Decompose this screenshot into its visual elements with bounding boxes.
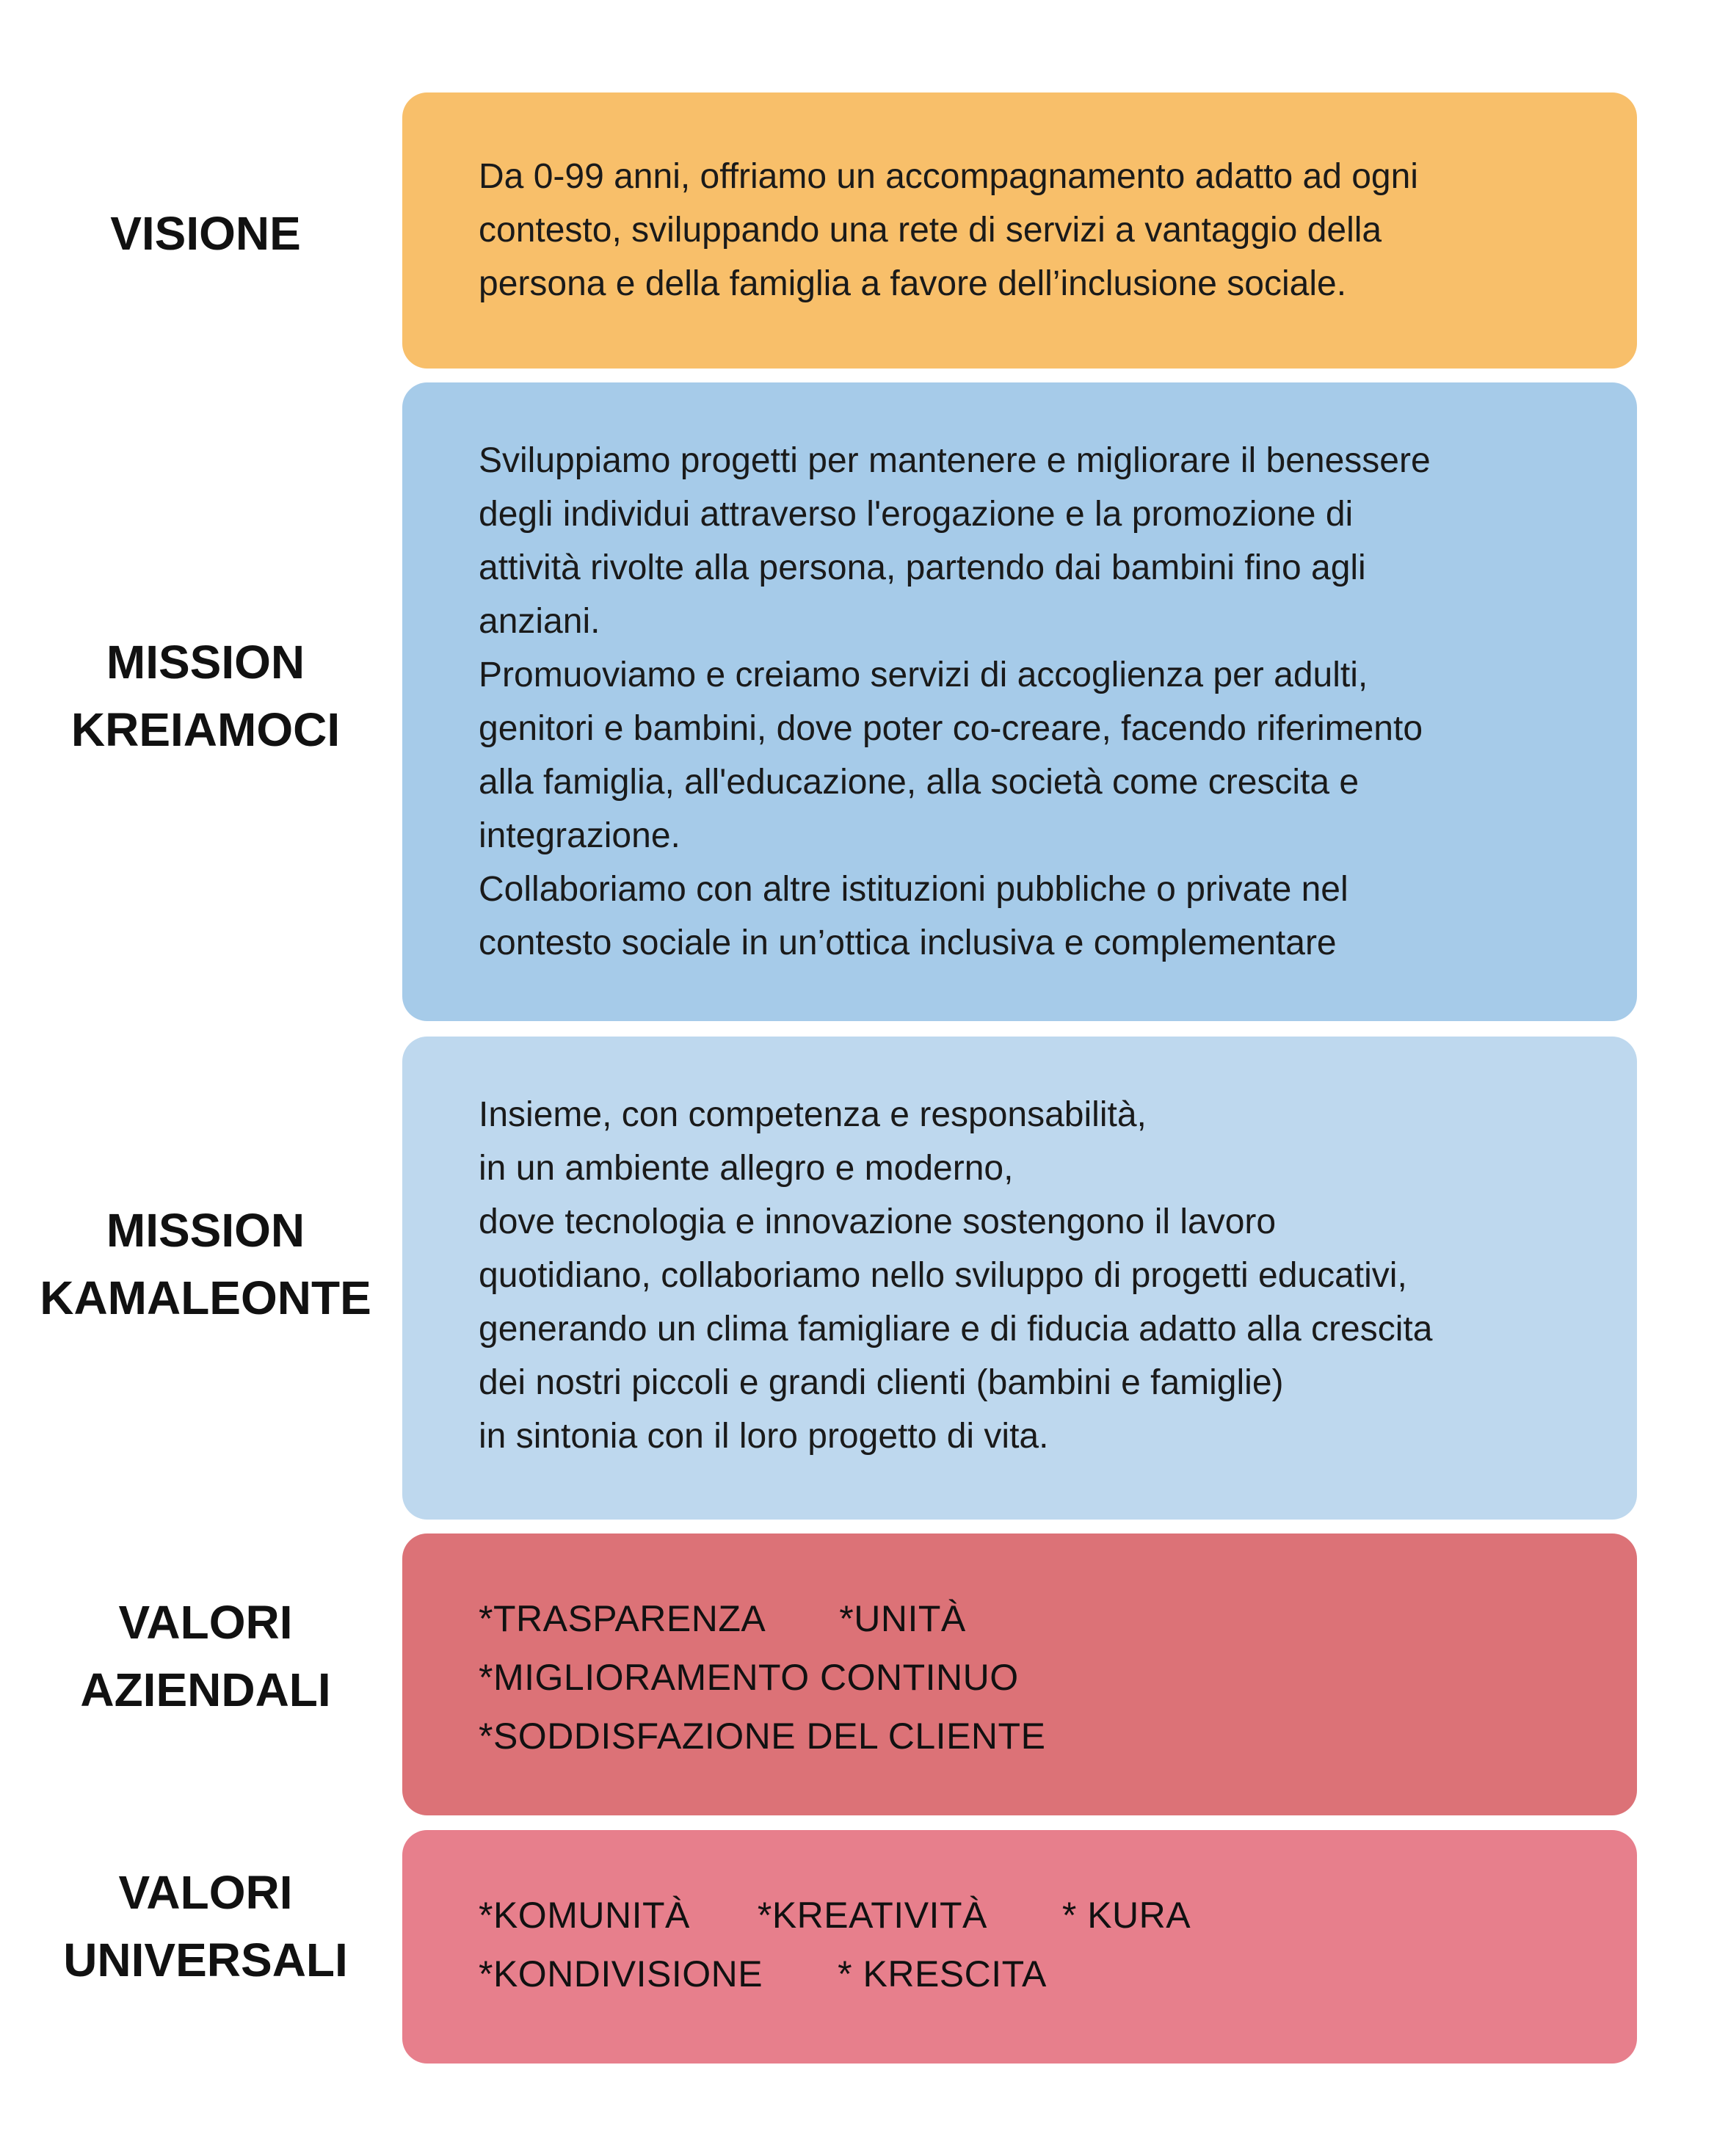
mission-kamaleonte-line: dove tecnologia e innovazione sostengono il lavoro <box>479 1202 1277 1241</box>
mission-kamaleonte-text <box>479 1088 1593 1463</box>
vision-box <box>402 92 1637 369</box>
value-item: * KRESCITA <box>838 1953 1047 1995</box>
valori-aziendali-label-line2: AZIENDALI <box>80 1663 331 1716</box>
mission-kamaleonte-line: generando un clima famigliare e di fiducia adatto alla crescita <box>479 1310 1433 1349</box>
valori-universali-row <box>479 1945 1593 2003</box>
value-item: * KURA <box>1061 1895 1191 1936</box>
mission-kreiamoci-line: anziani. <box>479 602 600 641</box>
mission-kamaleonte-line: in sintonia con il loro progetto di vita. <box>479 1417 1049 1456</box>
mission-kreiamoci-line: genitori e bambini, dove poter co-creare, facendo riferimento <box>479 709 1423 748</box>
value-item: *SODDISFAZIONE DEL CLIENTE <box>479 1716 1046 1757</box>
mission-kreiamoci-line: attività rivolte alla persona, partendo dai bambini fino agli <box>479 548 1366 587</box>
valori-universali-box <box>402 1830 1637 2064</box>
valori-aziendali-row <box>479 1707 1593 1765</box>
vision-label-text: VISIONE <box>110 207 301 260</box>
mission-kamaleonte-label <box>29 1197 382 1332</box>
value-item: *KREATIVITÀ <box>757 1895 987 1936</box>
vision-text <box>479 150 1593 311</box>
mission-kreiamoci-line: Collaboriamo con altre istituzioni pubbliche o private nel <box>479 870 1348 909</box>
mission-kreiamoci-box <box>402 382 1637 1021</box>
vision-label <box>29 200 382 267</box>
valori-universali-label-line2: UNIVERSALI <box>63 1934 348 1986</box>
mission-kreiamoci-line: alla famiglia, all'educazione, alla società come crescita e <box>479 763 1360 802</box>
mission-kamaleonte-line: Insieme, con competenza e responsabilità, <box>479 1095 1147 1134</box>
mission-kamaleonte-label-line1: MISSION <box>106 1204 305 1257</box>
value-item: *KOMUNITÀ <box>479 1895 690 1936</box>
value-item: *UNITÀ <box>839 1598 966 1639</box>
mission-kreiamoci-line: contesto sociale in un’ottica inclusiva e complementare <box>479 923 1337 962</box>
valori-aziendali-row <box>479 1648 1593 1707</box>
valori-universali-row <box>479 1886 1593 1945</box>
mission-kreiamoci-text <box>479 434 1593 970</box>
mission-kreiamoci-line: integrazione. <box>479 816 680 855</box>
value-item: *TRASPARENZA <box>479 1598 766 1639</box>
mission-kreiamoci-label-line2: KREIAMOCI <box>70 703 341 756</box>
valori-aziendali-box <box>402 1533 1637 1815</box>
mission-kreiamoci-label <box>29 628 382 763</box>
vision-line: persona e della famiglia a favore dell’inclusione sociale. <box>479 264 1347 303</box>
valori-universali-label-line1: VALORI <box>118 1866 293 1919</box>
mission-kreiamoci-line: Promuoviamo e creiamo servizi di accoglienza per adulti, <box>479 656 1368 694</box>
mission-kamaleonte-line: quotidiano, collaboriamo nello sviluppo di progetti educativi, <box>479 1256 1407 1295</box>
mission-kamaleonte-line: in un ambiente allegro e moderno, <box>479 1149 1014 1188</box>
value-item: *MIGLIORAMENTO CONTINUO <box>479 1657 1019 1698</box>
mission-kamaleonte-label-line2: KAMALEONTE <box>40 1271 371 1324</box>
value-item: *KONDIVISIONE <box>479 1953 763 1995</box>
mission-kreiamoci-line: degli individui attraverso l'erogazione e la promozione di <box>479 495 1354 534</box>
valori-aziendali-label-line1: VALORI <box>118 1596 293 1649</box>
vision-line: contesto, sviluppando una rete di servizi a vantaggio della <box>479 211 1382 250</box>
vision-line: Da 0-99 anni, offriamo un accompagnamento adatto ad ogni <box>479 157 1418 196</box>
valori-universali-label <box>29 1859 382 1994</box>
valori-aziendali-row <box>479 1589 1593 1648</box>
mission-kreiamoci-line: Sviluppiamo progetti per mantenere e migliorare il benessere <box>479 441 1431 480</box>
valori-aziendali-label <box>29 1589 382 1724</box>
mission-kamaleonte-line: dei nostri piccoli e grandi clienti (bambini e famiglie) <box>479 1363 1284 1402</box>
mission-kreiamoci-label-line1: MISSION <box>106 636 305 689</box>
mission-kamaleonte-box <box>402 1037 1637 1520</box>
